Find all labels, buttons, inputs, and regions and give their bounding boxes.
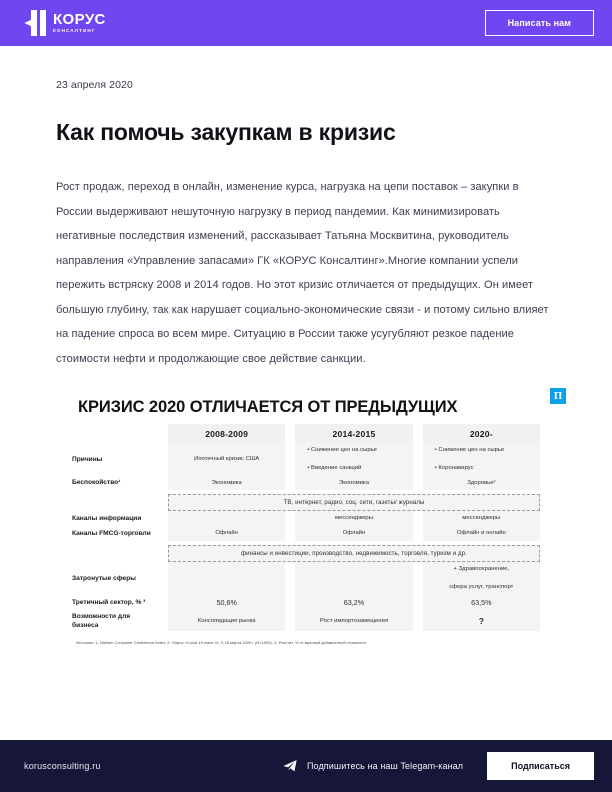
cell-line: сфера услуг, транспорт [449,583,514,590]
row-label-5: Затронутые сферы [72,574,136,582]
cell-r5-c1 [168,562,285,595]
cell-r1-c1 [168,443,285,476]
cell-line: Экономика [211,479,242,486]
cell-line: • Снижение цен на сырье [434,447,505,453]
cell-r6-c3 [423,595,540,612]
cell-r3-c1 [168,511,285,526]
cell-line: Офлайн и онлайн [456,530,506,537]
cell-line: Здоровье² [467,479,496,486]
site-footer [0,740,612,792]
telegram-promo [282,758,463,774]
row-label-2: Беспокойство¹ [72,479,121,487]
cell-r6-c2 [295,595,412,612]
article-body: Рост продаж, переход в онлайн, изменение курса, нагрузка на цепи поставок – закупки в России выдерживают нешуточную нагрузку в период пандемии. Как минимизировать негативные последствия изменений, рассказывает Татьяна Москвитина, руководитель направления «Управление запасами» ГК «КОРУС Консалтинг».Многие компании успели пережить встряску 2008 и 2014 годов. Но этот кризис отличается от предыдущих. Он имеет большую глубину, так как нарушает социально-экономические связи - и потому сильно влияет на падение спроса во всем мире. Ситуацию в России также усугубляют резкое падение стоимости нефти и продолжающие свое действие санкции. [56,181,549,365]
comparison-table [72,424,540,631]
row-label-6: Третичный сектор, % ³ [72,599,146,607]
column-header-2: 2014-2015 [295,424,412,443]
brand-subtitle: КОНСАЛТИНГ [53,28,96,34]
korus-logo-icon [20,10,46,36]
cell-r7-c3 [423,612,540,631]
cell-r2-c3 [423,476,540,491]
cell-line: Консолидация рынка [197,617,256,624]
contact-us-button[interactable]: Написать нам [485,10,594,36]
footer-website-url[interactable]: korusconsulting.ru [24,761,101,771]
cell-line: 50,6% [216,597,237,607]
column-header-3: 2020- [423,424,540,443]
cell-line: 63,5% [471,597,492,607]
row-label-3: Каналы информации [72,515,142,523]
cell-line: мессенджеры [462,515,501,522]
cell-r1-c2 [295,443,412,476]
cell-r3-c3 [423,511,540,526]
site-header [0,0,612,46]
cell-line: • Коронавирус [434,464,474,471]
cell-line: 63,2% [343,597,365,607]
infographic-footnote: Источник: 1- Nielsen Consumer Confidence Index; 2- Опрос «Covid-19 wave 0», 0-15 марта 2020 г (N=1000); 3- Росстат, % от валовой добавленной стоимости [76,639,366,645]
article-date: 23 апреля 2020 [56,79,133,91]
cell-line: Офлайн [215,530,238,537]
cell-line: + Здравоохранение, [453,566,510,573]
infographic-title: КРИЗИС 2020 ОТЛИЧАЕТСЯ ОТ ПРЕДЫДУЩИХ [78,398,458,416]
cell-line: Рост импортозамещения [319,617,389,624]
cell-r1-c3 [423,443,540,476]
brand-logo[interactable] [20,10,106,36]
cell-r5-c3 [423,562,540,595]
cell-line: Офлайн [342,530,366,537]
row-label-1: Причины [72,455,103,463]
row-label-4: Каналы FMCG-торговли [72,529,151,537]
cell-r4-c1 [168,526,285,541]
cell-line: Экономика [338,479,369,486]
spanning-band-3: ТВ, интернет, радио, соц. сети, газеты/ журналы [168,494,540,511]
brand-text [53,12,106,34]
infographic [56,388,563,655]
cell-r3-c2 [295,511,412,526]
article-container [0,79,612,655]
cell-r4-c3 [423,526,540,541]
telegram-promo-text: Подпишитесь на наш Telegam-канал [306,761,464,771]
cell-r7-c2 [295,612,412,631]
subscribe-button[interactable]: Подписаться [487,752,594,780]
cell-line: Ипотечный кризис США [194,455,260,462]
cell-line: ? [478,615,484,626]
cell-r4-c2 [295,526,412,541]
cell-r7-c1 [168,612,285,631]
column-header-1: 2008-2009 [168,424,285,443]
cell-line: мессенджеры [335,515,373,522]
cell-line: • Введение санкций [307,464,362,471]
table-corner-blank [72,424,158,443]
cell-r2-c1 [168,476,285,491]
spanning-band-5: финансы и инвестиции, производство, недвижимость, торговля, туризм и др. [168,545,540,562]
cell-line: • Снижение цен на сырье [307,447,377,453]
band-row-label-blank [72,545,158,562]
cell-r2-c2 [295,476,412,491]
cell-r5-c2 [295,562,412,595]
telegram-icon [282,758,298,774]
row-label-7: Возможности для бизнеса [72,612,131,630]
band-row-label-blank [72,494,158,511]
page-title: Как помочь закупкам в кризис [56,119,396,145]
brand-name: КОРУС [53,11,106,29]
pinterest-save-icon[interactable]: П [550,388,566,404]
cell-r6-c1 [168,595,285,612]
